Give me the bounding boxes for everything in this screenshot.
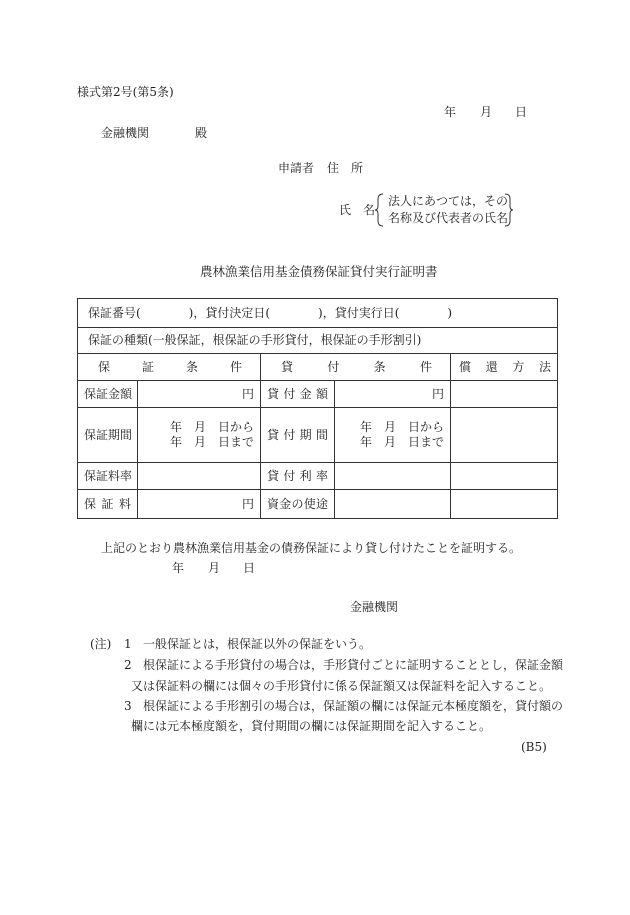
note-1-number: 1 [124,637,132,651]
table-row [78,408,558,463]
guarantee-number-row: 保証番号( )，貸付決定日( )，貸付実行日( ) [78,299,558,328]
loan-rate-label: 貸 付 利 率 [261,463,335,490]
certificate-table [77,298,558,519]
loan-rate-value [335,463,451,490]
form-number: 様式第2号(第5条) [77,85,174,99]
header-loan-conditions: 貸 付 条 件 [261,354,451,381]
document-title: 農林漁業信用基金債務保証貸付実行証明書 [200,264,438,279]
repayment-cell [451,490,558,519]
certification-statement: 上記のとおり農林漁業信用基金の債務保証により貸し付けたことを証明する。 [101,541,522,555]
guarantee-period-label: 保証期間 [78,408,138,463]
header-guarantee-conditions: 保 証 条 件 [78,354,261,381]
guarantee-type-row: 保証の種類(一般保証，根保証の手形貸付，根保証の手形割引) [78,328,558,354]
paper-size: (B5) [521,740,547,754]
table-row [78,490,558,519]
repayment-cell [451,381,558,408]
addressee-suffix: 殿 [195,126,208,140]
table-row [78,328,558,354]
name-note-brace [374,193,514,227]
fund-use-value [335,490,451,519]
guarantee-rate-label: 保証料率 [78,463,138,490]
loan-period-label: 貸 付 期 間 [261,408,335,463]
guarantee-rate-value [138,463,261,490]
addressee-institution: 金融機関 [101,126,150,140]
header-repayment-method: 償 還 方 法 [451,354,558,381]
guarantee-amount-label: 保証金額 [78,381,138,408]
guarantee-period-value: 年 月 日から 年 月 日まで [138,408,261,463]
date-year: 年 [444,105,457,119]
guarantee-fee-label: 保 証 料 [78,490,138,519]
applicant-label: 申請者 [278,161,315,175]
table-row [78,354,558,381]
cert-date-day: 日 [243,561,256,575]
loan-amount-unit: 円 [335,381,451,408]
table-row [78,299,558,328]
right-bracket-icon [504,193,514,227]
table-row [78,463,558,490]
guarantee-amount-unit: 円 [138,381,261,408]
cert-date-year: 年 [172,561,185,575]
name-note-line1: 法人にあつては，その [388,194,509,208]
name-label: 氏 名 [339,203,376,217]
note-3-line1: 根保証による手形割引の場合は，保証額の欄には保証元本極度額を，貸付額の [143,699,564,713]
left-bracket-icon [374,193,384,227]
loan-amount-label: 貸 付 金 額 [261,381,335,408]
note-2-number: 2 [124,658,132,672]
loan-period-value: 年 月 日から 年 月 日まで [335,408,451,463]
fund-use-label: 資 金 の 使 途 [261,490,335,519]
repayment-cell [451,463,558,490]
cert-institution: 金融機関 [350,600,399,614]
repayment-cell [451,408,558,463]
guarantee-fee-unit: 円 [138,490,261,519]
note-3-number: 3 [124,699,132,713]
note-1-text: 一般保証とは，根保証以外の保証をいう。 [143,637,372,651]
note-2-line1: 根保証による手形貸付の場合は，手形貸付ごとに証明することとし，保証金額 [143,658,564,672]
address-label: 住 所 [327,161,364,175]
table-row [78,381,558,408]
date-day: 日 [515,105,528,119]
date-month: 月 [480,105,493,119]
notes-label: (注) [90,637,112,651]
note-3-line2: 欄には元本極度額を，貸付期間の欄には保証期間を記入すること。 [131,719,492,733]
note-2-line2: 又は保証料の欄には個々の手形貸付に係る保証額又は保証料を記入すること。 [131,679,552,693]
name-note-line2: 名称及び代表者の氏名 [388,211,509,225]
cert-date-month: 月 [208,561,221,575]
